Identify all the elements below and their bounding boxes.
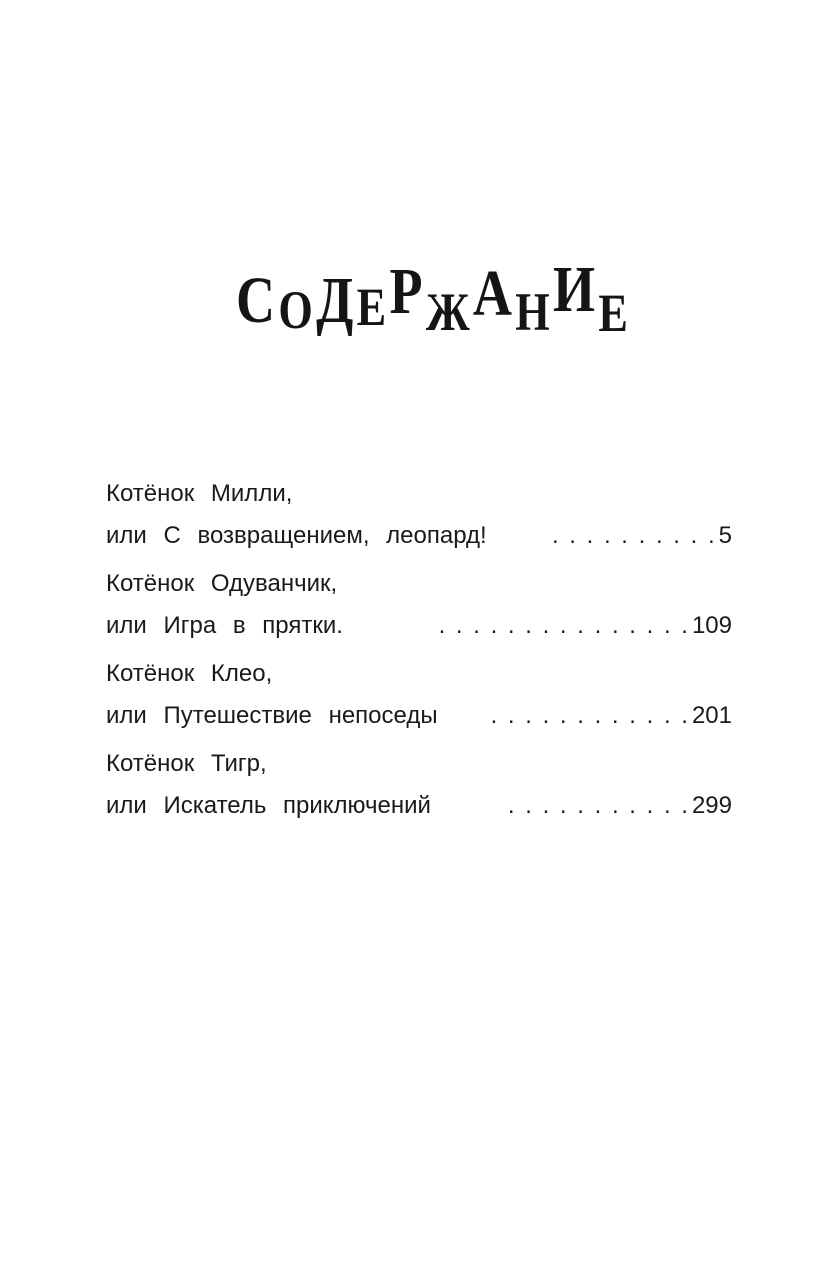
- page-title: [0, 253, 820, 343]
- toc-entry: [106, 563, 732, 647]
- title-letter: И: [553, 253, 596, 326]
- entry-page-number: 5: [718, 522, 732, 549]
- toc-entry: [106, 743, 732, 827]
- entry-page-number: 109: [691, 612, 732, 639]
- title-letter: Д: [316, 264, 354, 337]
- title-letter: Н: [515, 282, 550, 342]
- entry-page-number: 299: [691, 792, 732, 819]
- entry-title-line2: или Искатель приключений: [106, 792, 431, 819]
- entry-line2: [106, 695, 732, 737]
- title-letter: Е: [598, 283, 628, 343]
- title-letter: Ж: [425, 282, 470, 342]
- entry-line2: [106, 785, 732, 827]
- entry-page-number: 201: [691, 702, 732, 729]
- toc-list: [106, 473, 732, 833]
- entry-line2: [106, 515, 732, 557]
- entry-title-line2: или Путешествие непоседы: [106, 702, 438, 729]
- entry-title-line1: Котёнок Одуванчик,: [106, 570, 338, 597]
- entry-title-line2: или Игра в прятки.: [106, 612, 343, 639]
- entry-line2: [106, 605, 732, 647]
- entry-title-line1: Котёнок Милли,: [106, 480, 293, 507]
- title-letter: А: [472, 257, 513, 330]
- dot-leader: . . . . . . . . . . .: [507, 792, 690, 819]
- dot-leader: . . . . . . . . . .: [551, 522, 717, 549]
- title-letter: Е: [356, 277, 387, 337]
- entry-title-line2: или С возвращением, леопард!: [106, 522, 487, 549]
- toc-entry: [106, 653, 732, 737]
- dot-leader: . . . . . . . . . . . . . . .: [438, 612, 690, 639]
- title-letter: Р: [389, 255, 423, 328]
- dot-leader: . . . . . . . . . . . .: [490, 702, 690, 729]
- title-letter: С: [236, 264, 276, 337]
- toc-entry: [106, 473, 732, 557]
- page-title-letters: [234, 253, 629, 343]
- title-letter: О: [278, 280, 313, 340]
- entry-title-line1: Котёнок Тигр,: [106, 750, 267, 777]
- entry-title-line1: Котёнок Клео,: [106, 660, 273, 687]
